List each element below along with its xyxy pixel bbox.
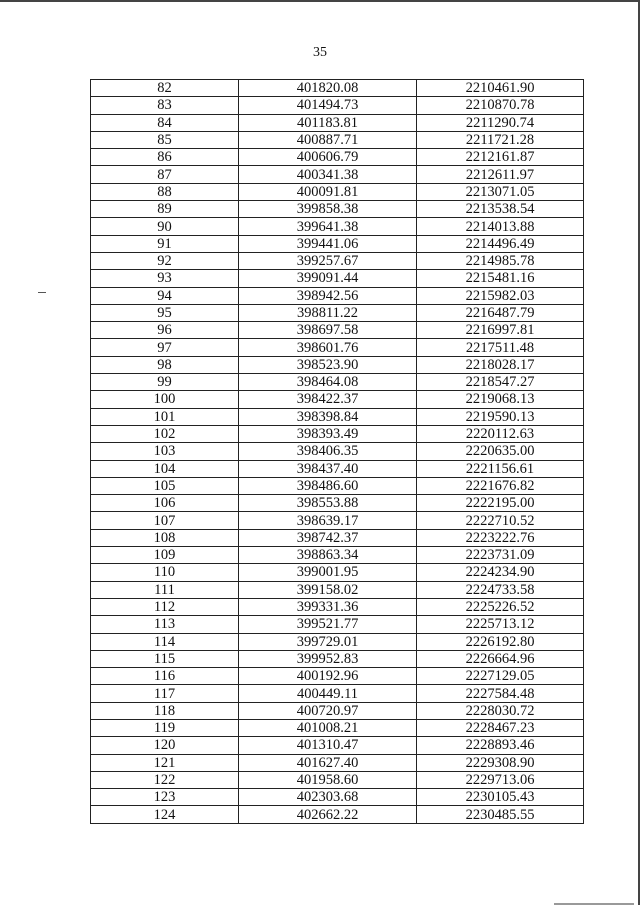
y-coordinate-cell: 2212611.97	[417, 166, 584, 183]
x-coordinate-cell: 399001.95	[239, 564, 417, 581]
point-number-cell: 100	[91, 391, 239, 408]
x-coordinate-cell: 398601.76	[239, 339, 417, 356]
table-row	[91, 495, 584, 512]
x-coordinate-cell: 400449.11	[239, 685, 417, 702]
y-coordinate-cell: 2223222.76	[417, 529, 584, 546]
table-row	[91, 97, 584, 114]
y-coordinate-cell: 2227129.05	[417, 668, 584, 685]
point-number-cell: 111	[91, 581, 239, 598]
x-coordinate-cell: 398742.37	[239, 529, 417, 546]
x-coordinate-cell: 398406.35	[239, 443, 417, 460]
table-row	[91, 322, 584, 339]
y-coordinate-cell: 2229308.90	[417, 754, 584, 771]
x-coordinate-cell: 401008.21	[239, 719, 417, 736]
y-coordinate-cell: 2213538.54	[417, 201, 584, 218]
page-number: 35	[313, 45, 327, 60]
y-coordinate-cell: 2223731.09	[417, 547, 584, 564]
point-number-cell: 87	[91, 166, 239, 183]
table-row	[91, 529, 584, 546]
y-coordinate-cell: 2224234.90	[417, 564, 584, 581]
point-number-cell: 98	[91, 356, 239, 373]
y-coordinate-cell: 2224733.58	[417, 581, 584, 598]
y-coordinate-cell: 2221156.61	[417, 460, 584, 477]
point-number-cell: 121	[91, 754, 239, 771]
point-number-cell: 110	[91, 564, 239, 581]
x-coordinate-cell: 399331.36	[239, 598, 417, 615]
x-coordinate-cell: 399158.02	[239, 581, 417, 598]
point-number-cell: 106	[91, 495, 239, 512]
y-coordinate-cell: 2225713.12	[417, 616, 584, 633]
table-row	[91, 737, 584, 754]
y-coordinate-cell: 2222710.52	[417, 512, 584, 529]
x-coordinate-cell: 400341.38	[239, 166, 417, 183]
y-coordinate-cell: 2211721.28	[417, 131, 584, 148]
y-coordinate-cell: 2226192.80	[417, 633, 584, 650]
x-coordinate-cell: 402303.68	[239, 789, 417, 806]
x-coordinate-cell: 400091.81	[239, 183, 417, 200]
table-row	[91, 771, 584, 788]
point-number-cell: 112	[91, 598, 239, 615]
table-row	[91, 650, 584, 667]
x-coordinate-cell: 401820.08	[239, 80, 417, 97]
y-coordinate-cell: 2228893.46	[417, 737, 584, 754]
y-coordinate-cell: 2216487.79	[417, 304, 584, 321]
table-row	[91, 235, 584, 252]
x-coordinate-cell: 398942.56	[239, 287, 417, 304]
x-coordinate-cell: 401310.47	[239, 737, 417, 754]
point-number-cell: 116	[91, 668, 239, 685]
point-number-cell: 94	[91, 287, 239, 304]
point-number-cell: 103	[91, 443, 239, 460]
point-number-cell: 124	[91, 806, 239, 823]
table-row	[91, 218, 584, 235]
x-coordinate-cell: 401958.60	[239, 771, 417, 788]
x-coordinate-cell: 400887.71	[239, 131, 417, 148]
y-coordinate-cell: 2230105.43	[417, 789, 584, 806]
table-row	[91, 616, 584, 633]
y-coordinate-cell: 2215481.16	[417, 270, 584, 287]
point-number-cell: 84	[91, 114, 239, 131]
x-coordinate-cell: 399641.38	[239, 218, 417, 235]
x-coordinate-cell: 401627.40	[239, 754, 417, 771]
table-row	[91, 443, 584, 460]
x-coordinate-cell: 401183.81	[239, 114, 417, 131]
point-number-cell: 95	[91, 304, 239, 321]
table-row	[91, 598, 584, 615]
x-coordinate-cell: 399858.38	[239, 201, 417, 218]
table-row	[91, 374, 584, 391]
table-row	[91, 339, 584, 356]
point-number-cell: 118	[91, 702, 239, 719]
table-row	[91, 668, 584, 685]
table-row	[91, 114, 584, 131]
point-number-cell: 90	[91, 218, 239, 235]
x-coordinate-cell: 399091.44	[239, 270, 417, 287]
x-coordinate-cell: 398811.22	[239, 304, 417, 321]
x-coordinate-cell: 398422.37	[239, 391, 417, 408]
x-coordinate-cell: 398639.17	[239, 512, 417, 529]
point-number-cell: 107	[91, 512, 239, 529]
x-coordinate-cell: 398393.49	[239, 425, 417, 442]
y-coordinate-cell: 2228467.23	[417, 719, 584, 736]
table-row	[91, 252, 584, 269]
table-row	[91, 80, 584, 97]
y-coordinate-cell: 2220112.63	[417, 425, 584, 442]
table-row	[91, 581, 584, 598]
table-row	[91, 806, 584, 823]
y-coordinate-cell: 2218547.27	[417, 374, 584, 391]
y-coordinate-cell: 2215982.03	[417, 287, 584, 304]
x-coordinate-cell: 398398.84	[239, 408, 417, 425]
y-coordinate-cell: 2217511.48	[417, 339, 584, 356]
point-number-cell: 113	[91, 616, 239, 633]
y-coordinate-cell: 2211290.74	[417, 114, 584, 131]
coordinates-table	[90, 79, 584, 824]
y-coordinate-cell: 2214496.49	[417, 235, 584, 252]
table-row	[91, 425, 584, 442]
point-number-cell: 97	[91, 339, 239, 356]
table-row	[91, 477, 584, 494]
x-coordinate-cell: 401494.73	[239, 97, 417, 114]
table-row	[91, 304, 584, 321]
x-coordinate-cell: 399441.06	[239, 235, 417, 252]
point-number-cell: 117	[91, 685, 239, 702]
point-number-cell: 122	[91, 771, 239, 788]
point-number-cell: 92	[91, 252, 239, 269]
y-coordinate-cell: 2222195.00	[417, 495, 584, 512]
table-row	[91, 564, 584, 581]
x-coordinate-cell: 398523.90	[239, 356, 417, 373]
x-coordinate-cell: 399729.01	[239, 633, 417, 650]
table-row	[91, 270, 584, 287]
y-coordinate-cell: 2214985.78	[417, 252, 584, 269]
page-edge-top	[0, 0, 640, 2]
y-coordinate-cell: 2212161.87	[417, 149, 584, 166]
y-coordinate-cell: 2216997.81	[417, 322, 584, 339]
table-row	[91, 287, 584, 304]
table-row	[91, 719, 584, 736]
table-row	[91, 685, 584, 702]
point-number-cell: 119	[91, 719, 239, 736]
table-row	[91, 460, 584, 477]
point-number-cell: 120	[91, 737, 239, 754]
point-number-cell: 101	[91, 408, 239, 425]
point-number-cell: 105	[91, 477, 239, 494]
x-coordinate-cell: 400606.79	[239, 149, 417, 166]
y-coordinate-cell: 2214013.88	[417, 218, 584, 235]
table-row	[91, 391, 584, 408]
point-number-cell: 82	[91, 80, 239, 97]
table-row	[91, 754, 584, 771]
y-coordinate-cell: 2227584.48	[417, 685, 584, 702]
x-coordinate-cell: 399257.67	[239, 252, 417, 269]
x-coordinate-cell: 402662.22	[239, 806, 417, 823]
table-row	[91, 166, 584, 183]
point-number-cell: 86	[91, 149, 239, 166]
point-number-cell: 91	[91, 235, 239, 252]
table-row	[91, 633, 584, 650]
x-coordinate-cell: 398486.60	[239, 477, 417, 494]
x-coordinate-cell: 399952.83	[239, 650, 417, 667]
table-row	[91, 183, 584, 200]
y-coordinate-cell: 2219068.13	[417, 391, 584, 408]
y-coordinate-cell: 2229713.06	[417, 771, 584, 788]
y-coordinate-cell: 2228030.72	[417, 702, 584, 719]
point-number-cell: 115	[91, 650, 239, 667]
y-coordinate-cell: 2218028.17	[417, 356, 584, 373]
point-number-cell: 89	[91, 201, 239, 218]
point-number-cell: 102	[91, 425, 239, 442]
table-row	[91, 408, 584, 425]
point-number-cell: 85	[91, 131, 239, 148]
y-coordinate-cell: 2221676.82	[417, 477, 584, 494]
margin-dash	[38, 292, 46, 293]
point-number-cell: 109	[91, 547, 239, 564]
y-coordinate-cell: 2210870.78	[417, 97, 584, 114]
table-row	[91, 789, 584, 806]
x-coordinate-cell: 400192.96	[239, 668, 417, 685]
point-number-cell: 96	[91, 322, 239, 339]
table-row	[91, 356, 584, 373]
point-number-cell: 88	[91, 183, 239, 200]
point-number-cell: 93	[91, 270, 239, 287]
point-number-cell: 83	[91, 97, 239, 114]
point-number-cell: 99	[91, 374, 239, 391]
coordinates-table-body	[91, 80, 584, 824]
x-coordinate-cell: 400720.97	[239, 702, 417, 719]
x-coordinate-cell: 399521.77	[239, 616, 417, 633]
point-number-cell: 104	[91, 460, 239, 477]
y-coordinate-cell: 2210461.90	[417, 80, 584, 97]
table-row	[91, 149, 584, 166]
y-coordinate-cell: 2219590.13	[417, 408, 584, 425]
point-number-cell: 114	[91, 633, 239, 650]
x-coordinate-cell: 398553.88	[239, 495, 417, 512]
x-coordinate-cell: 398464.08	[239, 374, 417, 391]
y-coordinate-cell: 2225226.52	[417, 598, 584, 615]
y-coordinate-cell: 2220635.00	[417, 443, 584, 460]
x-coordinate-cell: 398863.34	[239, 547, 417, 564]
point-number-cell: 123	[91, 789, 239, 806]
table-row	[91, 547, 584, 564]
y-coordinate-cell: 2213071.05	[417, 183, 584, 200]
y-coordinate-cell: 2226664.96	[417, 650, 584, 667]
x-coordinate-cell: 398697.58	[239, 322, 417, 339]
table-row	[91, 131, 584, 148]
y-coordinate-cell: 2230485.55	[417, 806, 584, 823]
table-row	[91, 702, 584, 719]
point-number-cell: 108	[91, 529, 239, 546]
x-coordinate-cell: 398437.40	[239, 460, 417, 477]
table-row	[91, 201, 584, 218]
table-row	[91, 512, 584, 529]
